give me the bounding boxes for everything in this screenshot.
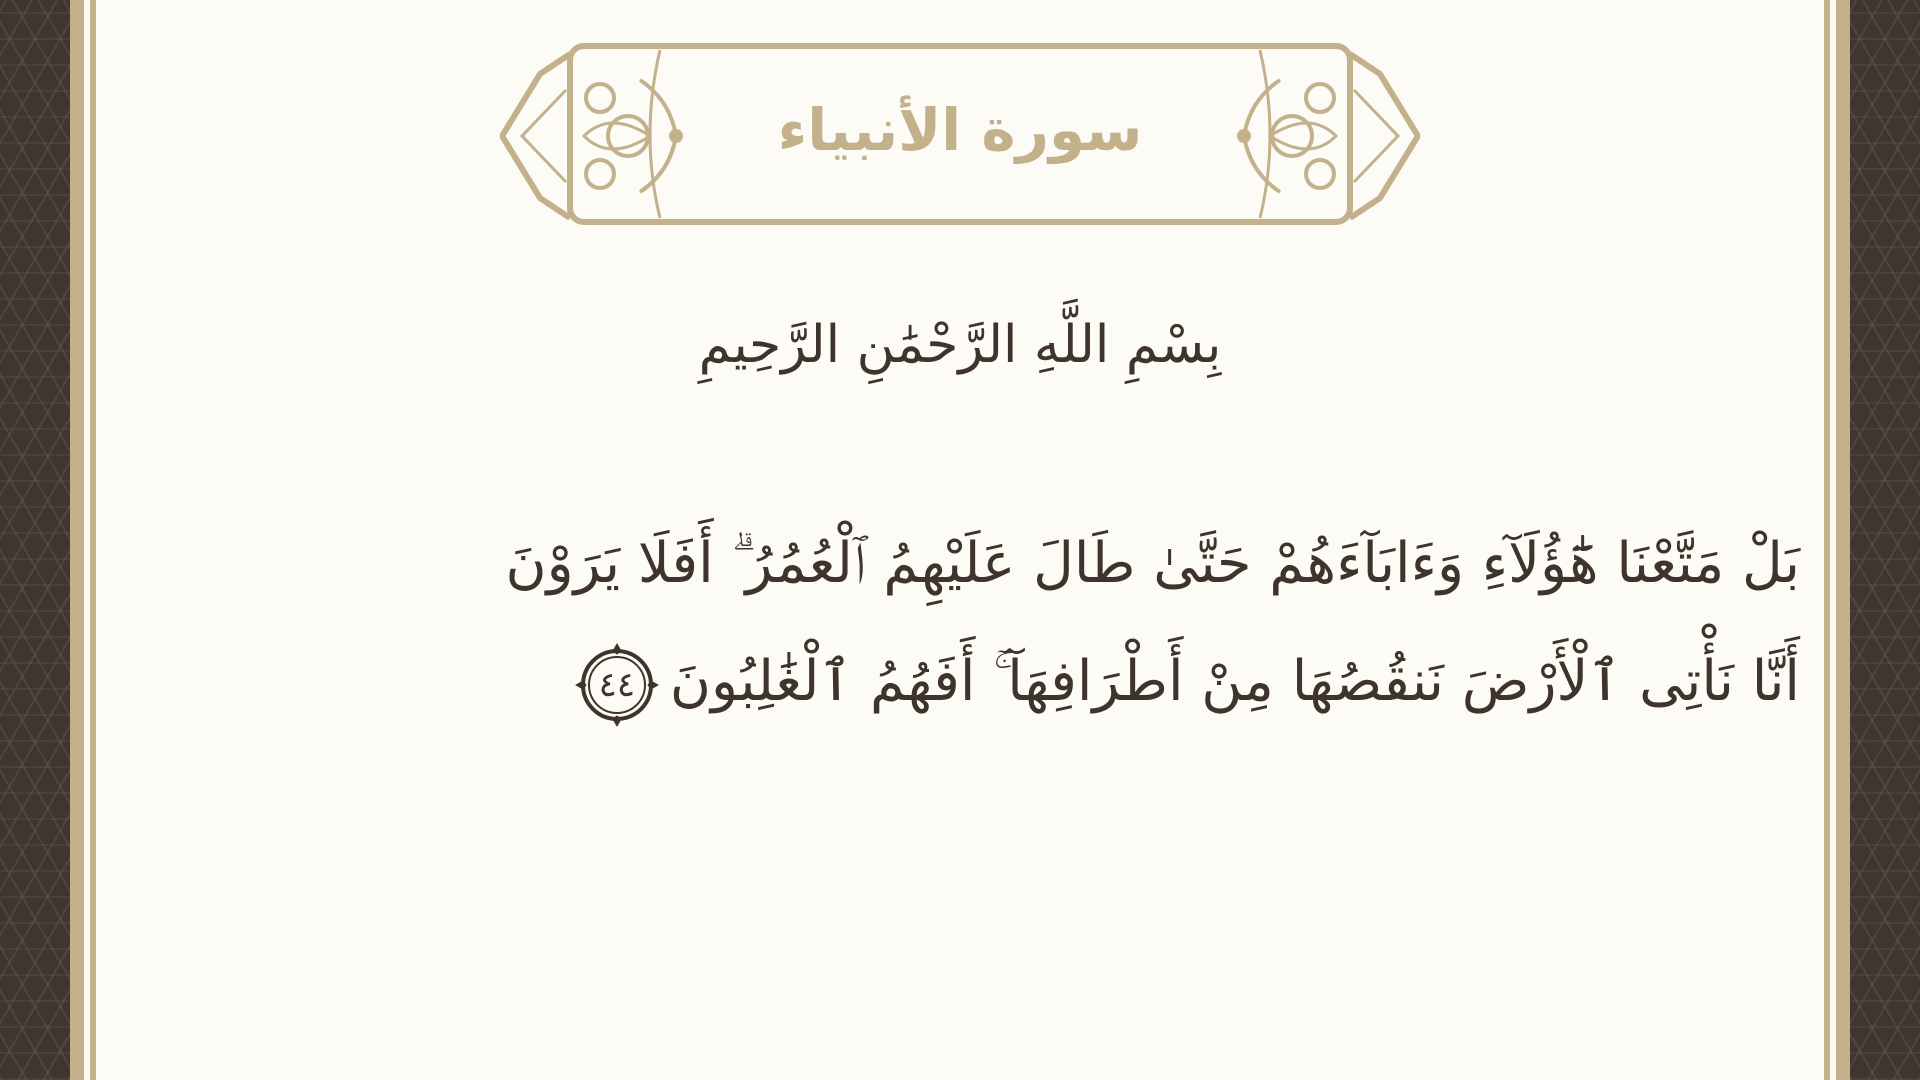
ayah-end-marker <box>574 642 660 728</box>
verse-line-2-text: أَنَّا نَأْتِى ٱلْأَرْضَ نَنقُصُهَا مِنْ أَطْرَافِهَآ ۚ أَفَهُمُ ٱلْغَٰلِبُونَ <box>669 649 1800 714</box>
verse-line-2 <box>300 623 1800 741</box>
verse-line-1: بَلْ مَتَّعْنَا هَٰٓؤُلَآءِ وَءَابَآءَهُمْ حَتَّىٰ طَالَ عَلَيْهِمُ ٱلْعُمُرُ ۗ أَفَلَا يَرَوْنَ <box>505 531 1800 596</box>
ayah-number: ٤٤ <box>598 664 636 705</box>
left-gold-rule <box>70 0 84 1080</box>
verse-text <box>300 505 1800 741</box>
right-rule-gap <box>1830 0 1836 1080</box>
left-ornamental-border <box>0 0 70 1080</box>
basmala: بِسْمِ اللَّهِ الرَّحْمَٰنِ الرَّحِيمِ <box>698 315 1222 375</box>
surah-title: سورة الأنبياء <box>777 96 1143 164</box>
right-gold-rule <box>1836 0 1850 1080</box>
right-gold-rule-inner <box>1824 0 1830 1080</box>
right-ornamental-border <box>1850 0 1920 1080</box>
